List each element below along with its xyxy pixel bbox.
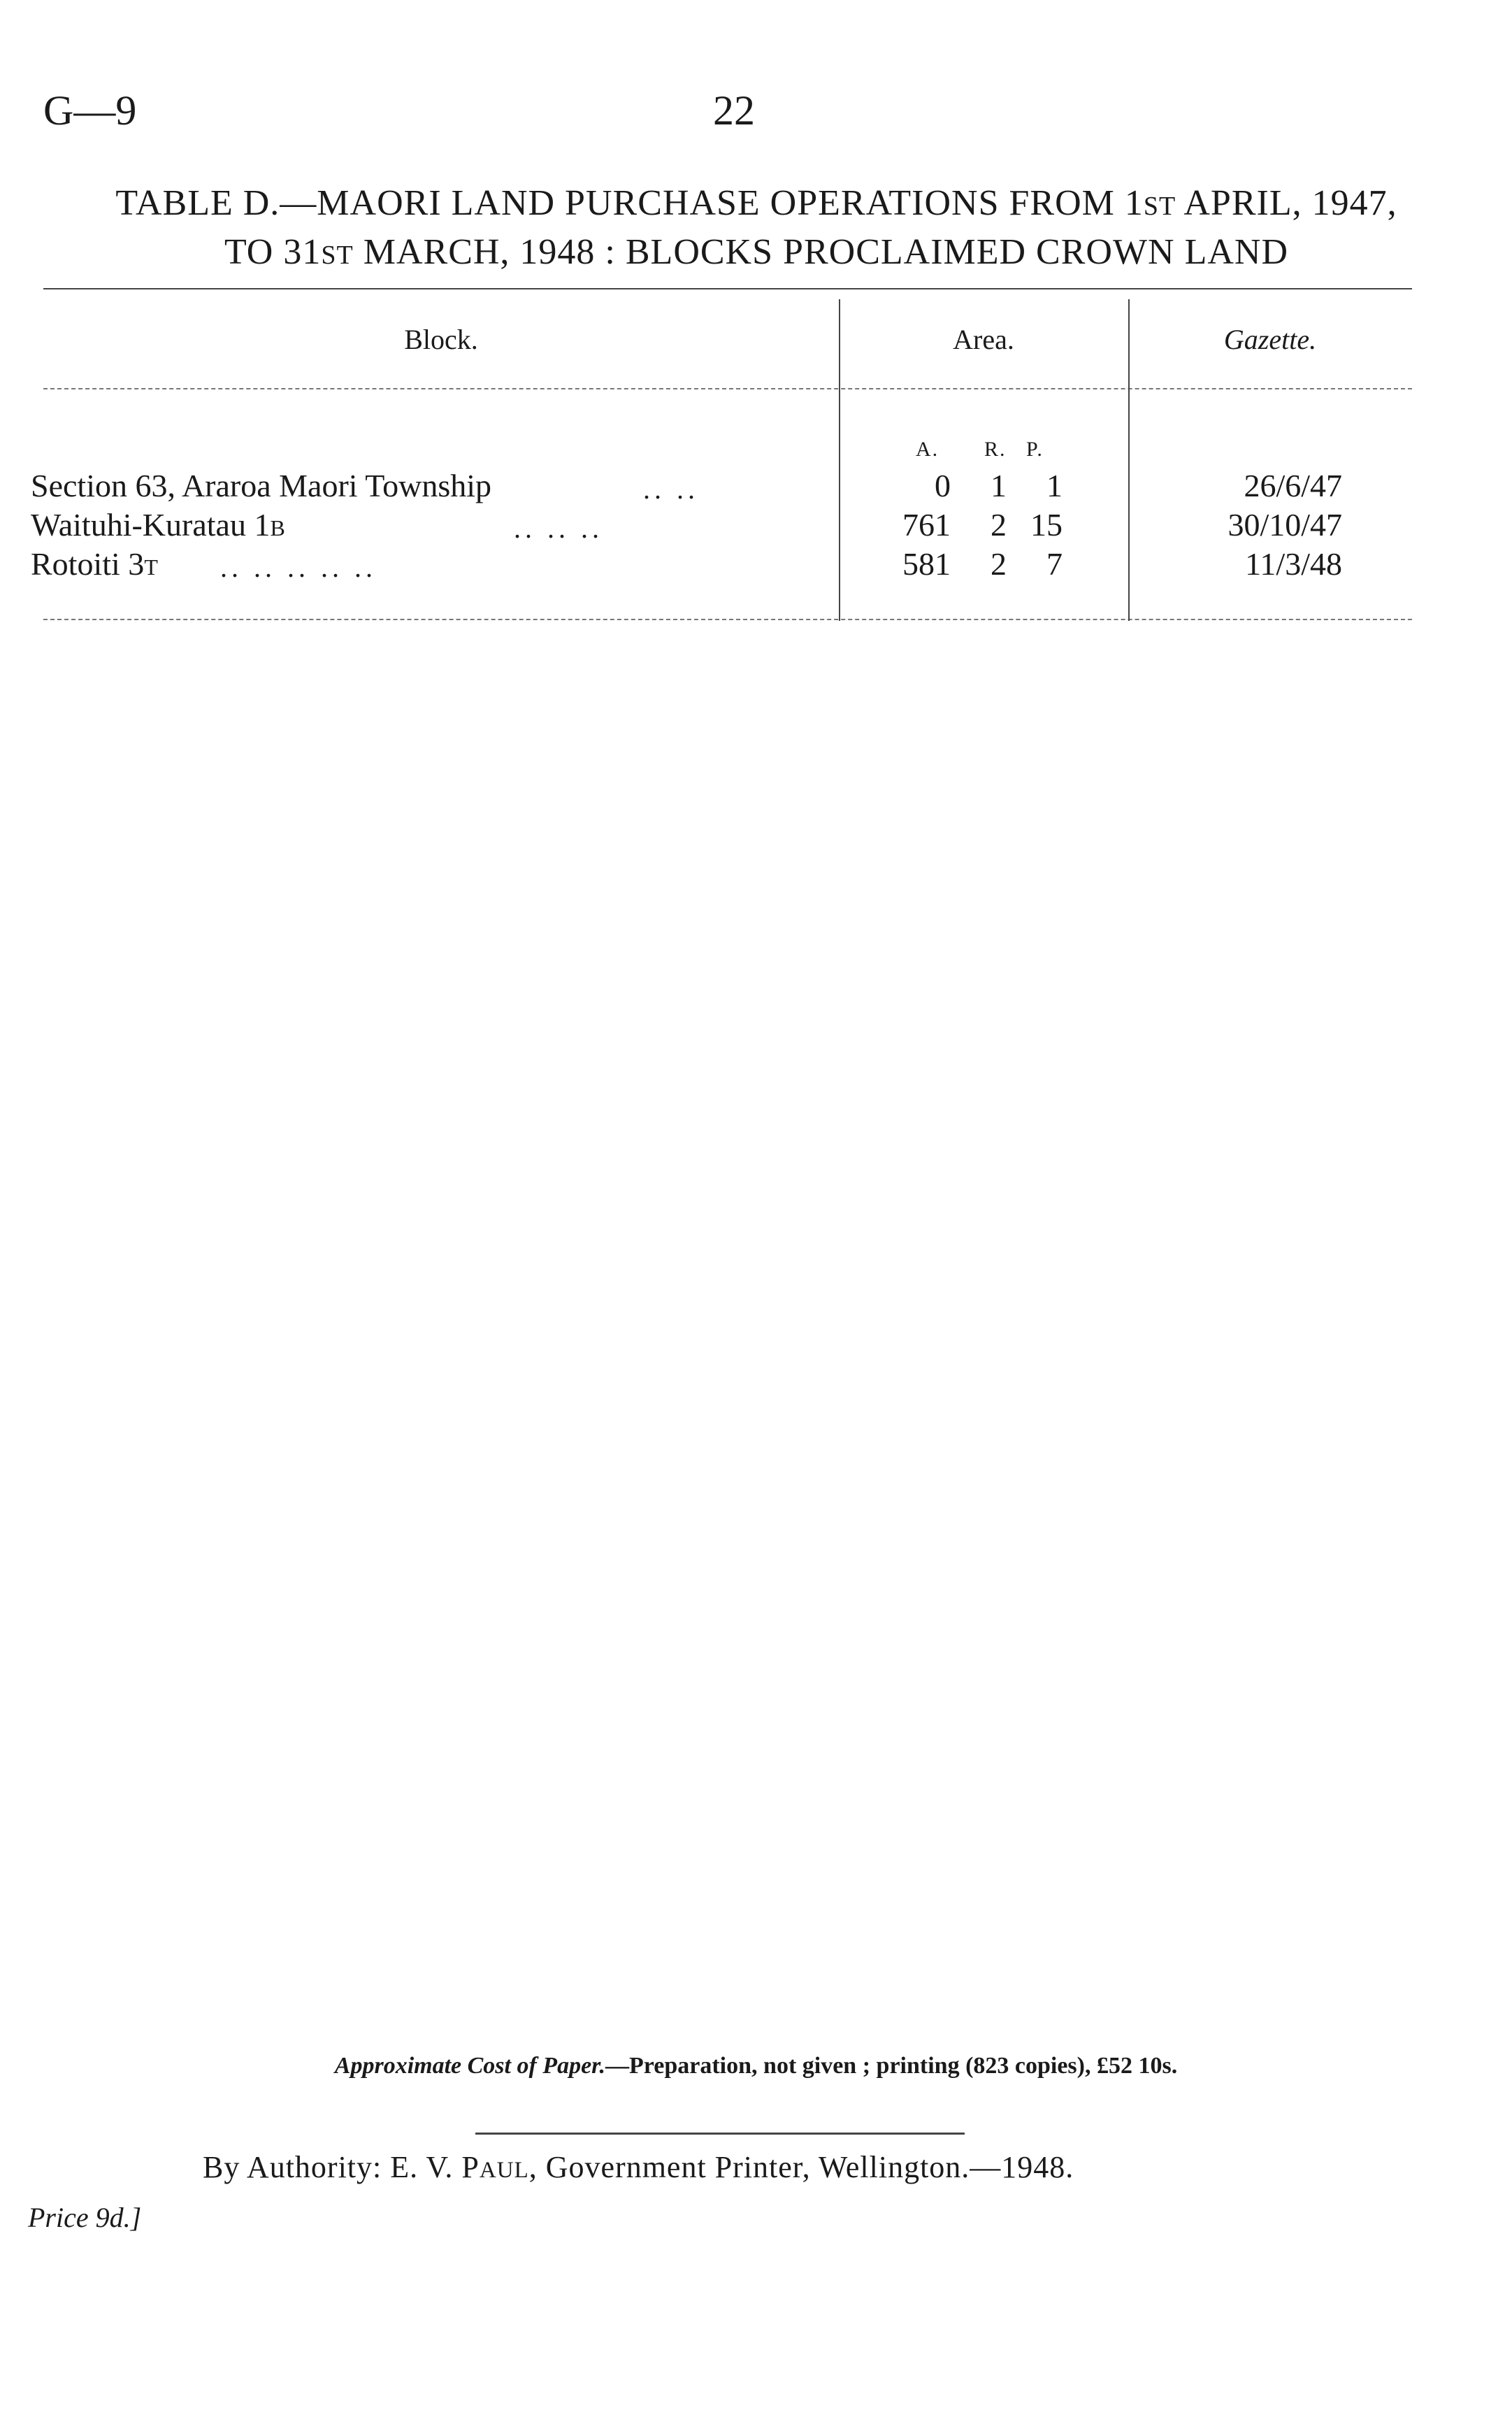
row-2-gazette: 30/10/47 <box>1227 507 1342 543</box>
row-1-gazette: 26/6/47 <box>1244 468 1342 503</box>
document-reference: G—9 <box>43 87 137 134</box>
row-3-perches: 7 <box>1046 546 1063 582</box>
table-title <box>43 180 1469 278</box>
row-2-block-name: Waituhi-Kuratau 1 <box>31 507 271 543</box>
table-bottom-rule <box>43 619 1412 620</box>
authority-rule <box>475 2133 965 2135</box>
row-2-roods: 2 <box>991 507 1007 543</box>
title-line-1-ordinal: ST <box>1143 192 1176 221</box>
row-3-block-name: Rotoiti 3 <box>31 546 145 582</box>
unit-perches: P. <box>1026 438 1044 461</box>
authority-text: By Authority: E. V. P <box>203 2150 480 2184</box>
row-3-roods: 2 <box>991 546 1007 582</box>
row-3-block-suffix: T <box>144 554 158 580</box>
title-line-1-end: APRIL, 1947, <box>1176 183 1397 223</box>
page-number: 22 <box>713 87 755 134</box>
row-2-leader-dots: .. .. .. <box>514 513 603 544</box>
title-line-2-ordinal: ST <box>321 241 354 270</box>
column-header-block: Block. <box>404 324 478 355</box>
title-line-1 <box>43 180 1469 229</box>
column-header-area: Area. <box>953 324 1014 355</box>
cost-of-paper-note <box>0 2054 1512 2078</box>
row-1-perches: 1 <box>1046 468 1063 503</box>
row-1-leader-dots: .. .. <box>643 473 699 505</box>
row-2-block <box>31 509 285 541</box>
row-1-block <box>31 470 491 502</box>
column-header-gazette: Gazette. <box>1223 324 1317 355</box>
authority-text-end: , Government Printer, Wellington.—1948. <box>528 2150 1074 2184</box>
title-line-2-end: MARCH, 1948 : BLOCKS PROCLAIMED CROWN LAND <box>353 232 1289 272</box>
unit-acres: A. <box>916 438 939 461</box>
unit-roods: R. <box>984 438 1007 461</box>
header-bottom-rule <box>43 388 1412 389</box>
cost-label: Approximate Cost of Paper. <box>334 2053 606 2079</box>
printer-authority <box>203 2152 1074 2183</box>
row-1-roods: 1 <box>991 468 1007 503</box>
title-line-1-text: TABLE D.—MAORI LAND PURCHASE OPERATIONS FROM 1 <box>115 183 1144 223</box>
row-1-block-name: Section 63, Araroa Maori Township <box>31 468 492 503</box>
table-top-rule <box>43 288 1412 289</box>
row-3-leader-dots: .. .. .. .. .. <box>220 552 377 583</box>
row-3-acres: 581 <box>902 546 951 582</box>
row-3-block <box>31 548 158 580</box>
authority-smallcaps: AUL <box>479 2158 529 2183</box>
row-2-block-suffix: B <box>270 515 285 540</box>
row-2-acres: 761 <box>902 507 951 543</box>
cost-text: —Preparation, not given ; printing (823 copies), £52 10s. <box>605 2053 1178 2079</box>
title-line-2 <box>43 229 1469 278</box>
row-1-acres: 0 <box>935 468 951 503</box>
row-3-gazette: 11/3/48 <box>1245 546 1342 582</box>
row-2-perches: 15 <box>1030 507 1063 543</box>
price-note: Price 9d.] <box>28 2202 142 2233</box>
title-line-2-text: TO 31 <box>224 232 322 272</box>
